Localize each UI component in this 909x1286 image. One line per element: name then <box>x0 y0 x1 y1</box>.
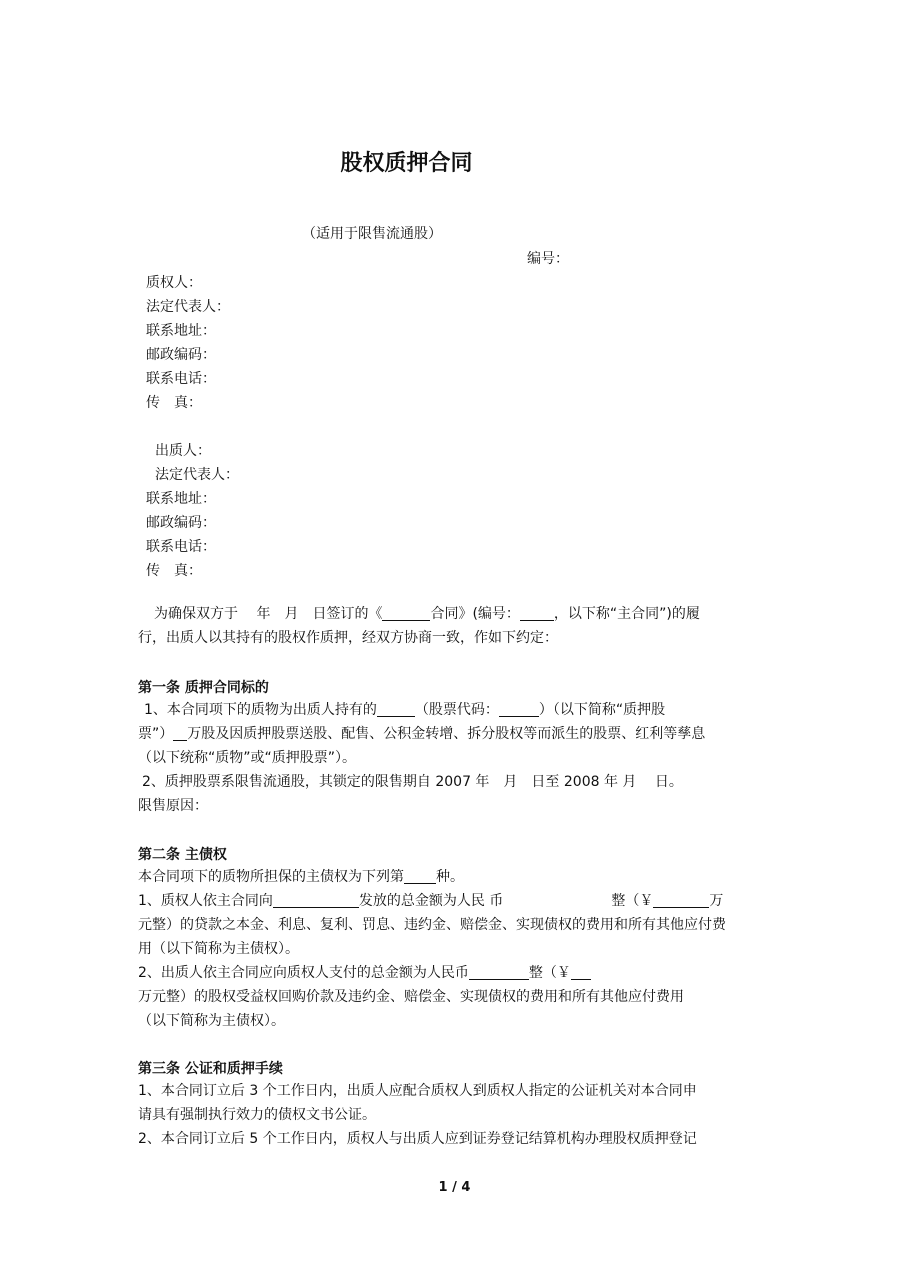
pledgor-rep-label: 法定代表人： <box>155 467 239 483</box>
article-text: （以下统称“质物”或“质押股票”）。 <box>138 750 357 766</box>
page-subtitle: （适用于限售流通股） <box>302 226 442 242</box>
doc-number-label: 编号： <box>527 251 569 267</box>
article-text: 万股及因质押股票送股、配售、公积金转增、拆分股权等而派生的股票、红利等孳息 <box>187 726 706 742</box>
article-text: 1、质权人依主合同向 <box>138 893 273 909</box>
intro-text: 为确保双方于 年 月 日签订的《 <box>154 606 383 622</box>
pledgor-postcode-label: 邮政编码： <box>146 515 216 531</box>
article-text: 2、本合同订立后 5 个工作日内，质权人与出质人应到证券登记结算机构办理股权质押登记 <box>138 1131 697 1147</box>
article-text: 2、质押股票系限售流通股，其锁定的限售期自 2007 年 月 日至 2008 年 月 日。 <box>142 774 683 790</box>
page-number: 1 / 4 <box>438 1180 471 1195</box>
contract-name-blank <box>382 605 430 621</box>
pledgor-phone-label: 联系电话： <box>146 539 216 555</box>
article-2-body <box>138 865 774 1033</box>
article-1-heading: 第一条 质押合同标的 <box>138 680 269 696</box>
pledgee-rep-label: 法定代表人： <box>146 299 230 315</box>
pledgee-name-label: 质权人： <box>146 275 202 291</box>
article-text: 种。 <box>436 869 464 885</box>
article-text: 用（以下简称为主债权）。 <box>138 941 299 957</box>
article-3-heading: 第三条 公证和质押手续 <box>138 1061 283 1077</box>
pledgee-phone-label: 联系电话： <box>146 371 216 387</box>
article-text: 元整）的贷款之本金、利息、复利、罚息、违约金、赔偿金、实现债权的费用和所有其他应付费 <box>138 917 726 933</box>
pledgor-holding-blank <box>377 701 415 717</box>
article-text: 票”） <box>138 726 174 742</box>
pledgee-postcode-label: 邮政编码： <box>146 347 216 363</box>
article-text: 万元整）的股权受益权回购价款及违约金、赔偿金、实现债权的费用和所有其他应付费用 <box>138 989 684 1005</box>
article-1-body <box>138 698 774 818</box>
pledgee-fax-label: 传 真： <box>146 395 202 411</box>
article-text: 1、本合同项下的质物为出质人持有的 <box>144 702 377 718</box>
intro-text: ，以下称“主合同”)的履 <box>553 606 700 622</box>
article-text: （以下简称为主债权）。 <box>138 1013 285 1029</box>
pledgor-name-label: 出质人： <box>155 443 211 459</box>
pledgor-address-label: 联系地址： <box>146 491 216 507</box>
intro-paragraph <box>138 602 774 650</box>
article-text: 整（￥ <box>611 893 654 909</box>
pledgor-fax-label: 传 真： <box>146 563 202 579</box>
intro-text: 行，出质人以其持有的股权作质押，经双方协商一致，作如下约定： <box>138 630 558 646</box>
repurchase-amount-figure-blank <box>571 964 591 980</box>
pledgee-address-label: 联系地址： <box>146 323 216 339</box>
page-title: 股权质押合同 <box>340 151 473 176</box>
borrower-blank <box>273 892 359 908</box>
article-text: 万 <box>709 893 724 909</box>
article-text: 请具有强制执行效力的债权文书公证。 <box>138 1107 376 1123</box>
article-text: ）（以下简称“质押股 <box>538 702 666 718</box>
article-text: 本合同项下的质物所担保的主债权为下列第 <box>138 869 404 885</box>
contract-number-blank <box>520 605 554 621</box>
article-text: 1、本合同订立后 3 个工作日内，出质人应配合质权人到质权人指定的公证机关对本合同申 <box>138 1083 697 1099</box>
article-text: 整（￥ <box>528 965 571 981</box>
share-count-blank <box>173 725 187 741</box>
repurchase-amount-blank <box>469 964 529 980</box>
stock-code-blank <box>499 701 539 717</box>
loan-amount-blank <box>653 892 709 908</box>
article-2-heading: 第二条 主债权 <box>138 847 227 863</box>
intro-text: 合同》(编号： <box>430 606 520 622</box>
article-text: （股票代码： <box>414 702 499 718</box>
article-3-body <box>138 1079 774 1151</box>
claim-type-blank <box>404 868 436 884</box>
article-text: 2、出质人依主合同应向质权人支付的总金额为人民币 <box>138 965 469 981</box>
article-text: 发放的总金额为人民 币 <box>358 893 504 909</box>
article-text: 限售原因： <box>138 798 208 814</box>
